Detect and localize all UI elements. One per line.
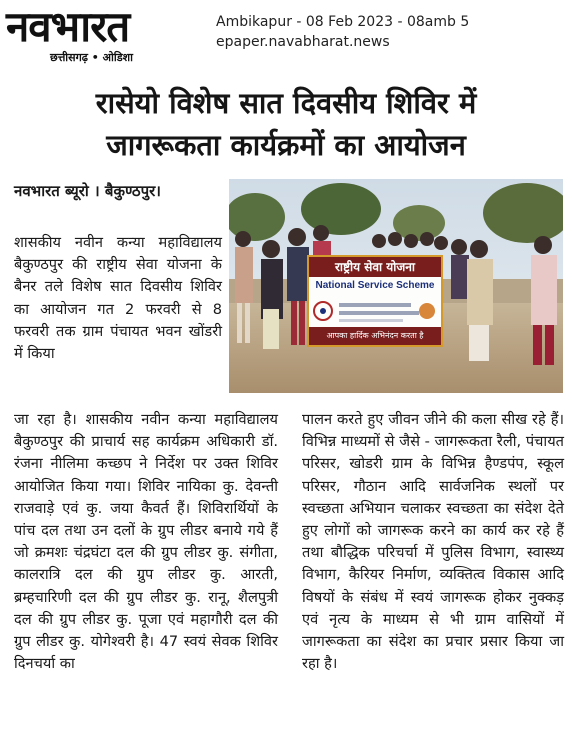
article-column-1 [14, 409, 278, 675]
edition-meta [216, 12, 469, 52]
article-text: शासकीय नवीन कन्या महाविद्यालय बैकुण्ठपुर की राष्ट्रीय सेवा योजना के बैनर तले विशेष सात दिवसीय शिविर का आयोजन गत 2 फरवरी से 8 फरवरी तक ग्राम पंचायत भवन खोंडरी में किया [14, 234, 222, 363]
byline: नवभारत ब्यूरो । बैकुण्ठपुर। [14, 182, 161, 200]
newspaper-logo [6, 4, 204, 64]
masthead [0, 0, 572, 70]
site-url: epaper.navabharat.news [216, 34, 390, 50]
headline [0, 82, 572, 166]
headline-line-1: रासेयो विशेष सात दिवसीय शिविर में [95, 86, 477, 120]
article-text: जा रहा है। शासकीय नवीन कन्या महाविद्यालय बैकुण्ठपुर की प्राचार्य सह कार्यक्रम अधिकारी डॉ. रंजना नीलिमा कच्छप ने निर्देश पर उक्त शिविर आयोजित किया गया। शिविर नायिका कु. देवन्ती राजवाड़े एवं कु. जया कैवर्त हैं। शिविरार्थियों के पांच दल तथा उन दलों के ग्रुप लीडर बनाये गये हैं जो क्रमशः चंद्रघंटा दल की ग्रुप लीडर कु. संगीता, कालरात्रि दल की ग्रुप लीडर कु. आरती, ब्रम्हचारिणी दल की ग्रुप लीडर कु. रानू, शैलपुत्री दल की ग्रुप लीडर कु. पूजा एवं महागौरी दल की ग्रुप लीडर कु. योगेश्वरी है। 47 स्वयं सेवक शिविर दिनचर्या का [14, 411, 278, 673]
article-photo [229, 179, 563, 393]
nss-banner [307, 255, 443, 347]
banner-title-hindi: राष्ट्रीय सेवा योजना [309, 257, 441, 277]
edition-line: Ambikapur - 08 Feb 2023 - 08amb 5 [216, 14, 470, 30]
article-column-1-top [14, 232, 222, 365]
logo-text: नवभारत [6, 2, 130, 51]
banner-title-english: National Service Scheme [315, 280, 435, 291]
banner-footer: आपका हार्दिक अभिनंदन करता है [309, 327, 441, 345]
logo-region: छत्तीसगढ़ • ओडिशा [50, 51, 133, 64]
article-text: पालन करते हुए जीवन जीने की कला सीख रहे हैं। विभिन्न माध्यमों से जैसे - जागरूकता रैली, पंचायत परिसर, खोडरी ग्राम के विभिन्न हैण्डपंप, स्कूल परिसर, गौठान आदि सार्वजनिक स्थलों पर स्वच्छता अभियान चलाकर स्वच्छता का संदेश देते हुए लोगों को जागरूक करने का कार्य कर रहे हैं तथा बौद्धिक परिचर्चा में पुलिस विभाग, स्वास्थ्य विभाग, कैरियर निर्माण, व्यक्तित्व विकास आदि विषयों के संबंध में स्वयं जागरूक होकर नुक्कड़ एवं नृत्य के माध्यम से भी ग्राम वासियों में जागरूकता का संदेश का प्रचार प्रसार किया जा रहा है। [302, 411, 564, 673]
nss-emblem-icon [309, 295, 441, 325]
article-column-2 [302, 409, 564, 675]
headline-line-2: जागरूकता कार्यक्रमों का आयोजन [106, 128, 466, 162]
